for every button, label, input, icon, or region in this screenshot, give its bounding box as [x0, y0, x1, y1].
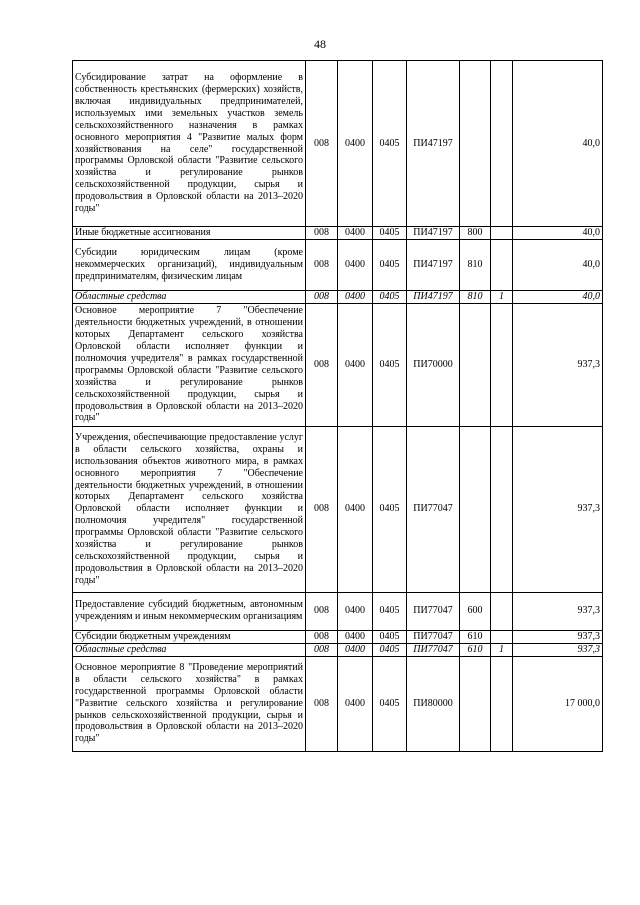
row-subsection: 0405	[373, 290, 407, 303]
row-amount: 937,3	[513, 592, 603, 630]
row-target-article: ПИ77047	[407, 426, 460, 592]
row-subsection: 0405	[373, 227, 407, 240]
row-name: Субсидирование затрат на оформление в собственность крестьянских (фермерских) хозяйств, включая индивидуальных предпринимателей, используемых ими земельных участков земель сельскохозяйственного назначения в рамках основного мероприятия 4 "Развитие малых форм хозяйствования на селе" государственной программы Орловской области "Развитие сельского хозяйства и регулирование рынков сельскохозяйственной продукции, сырья и продовольствия в Орловской области на 2013–2020 годы"	[73, 61, 306, 227]
row-expense-type	[460, 61, 491, 227]
row-section: 0400	[338, 630, 373, 643]
row-target-article: ПИ47197	[407, 239, 460, 290]
row-expense-type: 610	[460, 643, 491, 656]
row-subsection: 0405	[373, 656, 407, 751]
row-grbs: 008	[306, 592, 338, 630]
row-amount: 937,3	[513, 630, 603, 643]
row-grbs: 008	[306, 61, 338, 227]
row-source-code	[491, 656, 513, 751]
row-amount: 40,0	[513, 239, 603, 290]
table-row	[73, 643, 603, 656]
row-grbs: 008	[306, 303, 338, 426]
row-subsection: 0405	[373, 592, 407, 630]
row-source-code	[491, 239, 513, 290]
row-expense-type: 610	[460, 630, 491, 643]
row-grbs: 008	[306, 239, 338, 290]
row-name: Областные средства	[73, 290, 306, 303]
row-expense-type	[460, 426, 491, 592]
row-target-article: ПИ47197	[407, 61, 460, 227]
row-amount: 937,3	[513, 643, 603, 656]
budget-table	[72, 60, 603, 752]
row-name: Иные бюджетные ассигнования	[73, 227, 306, 240]
row-subsection: 0405	[373, 61, 407, 227]
row-subsection: 0405	[373, 239, 407, 290]
row-name: Субсидии бюджетным учреждениям	[73, 630, 306, 643]
row-amount: 40,0	[513, 290, 603, 303]
row-section: 0400	[338, 303, 373, 426]
row-subsection: 0405	[373, 630, 407, 643]
row-source-code: 1	[491, 290, 513, 303]
row-amount: 40,0	[513, 227, 603, 240]
row-name: Основное мероприятие 7 "Обеспечение деятельности бюджетных учреждений, в отношении которых Департамент сельского хозяйства Орловской области исполняет функции и полномочия учредителя" в рамках государственной программы Орловской области "Развитие сельского хозяйства и регулирование рынков сельскохозяйственной продукции, сырья и продовольствия в Орловской области на 2013–2020 годы"	[73, 303, 306, 426]
row-section: 0400	[338, 239, 373, 290]
table-row	[73, 61, 603, 227]
row-section: 0400	[338, 61, 373, 227]
row-name: Областные средства	[73, 643, 306, 656]
row-subsection: 0405	[373, 643, 407, 656]
row-target-article: ПИ77047	[407, 643, 460, 656]
row-section: 0400	[338, 643, 373, 656]
row-section: 0400	[338, 656, 373, 751]
row-source-code	[491, 227, 513, 240]
table-row	[73, 290, 603, 303]
table-row	[73, 227, 603, 240]
row-subsection: 0405	[373, 303, 407, 426]
row-amount: 40,0	[513, 61, 603, 227]
table-row	[73, 592, 603, 630]
row-grbs: 008	[306, 227, 338, 240]
row-name: Учреждения, обеспечивающие предоставление услуг в области сельского хозяйства, охраны и использования объектов животного мира, в рамках основного мероприятия 7 "Обеспечение деятельности бюджетных учреждений, в отношении которых Департамент сельского хозяйства Орловской области исполняет функции и полномочия учредителя" государственной программы Орловской области "Развитие сельского хозяйства и регулирование рынков сельскохозяйственной продукции, сырья и продовольствия в Орловской области на 2013–2020 годы"	[73, 426, 306, 592]
row-subsection: 0405	[373, 426, 407, 592]
row-target-article: ПИ77047	[407, 630, 460, 643]
row-expense-type: 810	[460, 239, 491, 290]
row-amount: 17 000,0	[513, 656, 603, 751]
row-grbs: 008	[306, 643, 338, 656]
row-name: Предоставление субсидий бюджетным, автономным учреждениям и иным некоммерческим организациям	[73, 592, 306, 630]
row-name: Основное мероприятие 8 "Проведение мероприятий в области сельского хозяйства" в рамках государственной программы Орловской области "Развитие сельского хозяйства и регулирование рынков сельскохозяйственной продукции, сырья и продовольствия в Орловской области на 2013–2020 годы"	[73, 656, 306, 751]
row-section: 0400	[338, 227, 373, 240]
page-number: 48	[314, 37, 326, 51]
row-target-article: ПИ47197	[407, 290, 460, 303]
row-target-article: ПИ77047	[407, 592, 460, 630]
table-row	[73, 239, 603, 290]
table-row	[73, 303, 603, 426]
row-source-code: 1	[491, 643, 513, 656]
table-row	[73, 656, 603, 751]
row-section: 0400	[338, 592, 373, 630]
row-grbs: 008	[306, 630, 338, 643]
row-amount: 937,3	[513, 426, 603, 592]
row-expense-type	[460, 303, 491, 426]
row-grbs: 008	[306, 290, 338, 303]
row-expense-type	[460, 656, 491, 751]
table-row	[73, 630, 603, 643]
row-target-article: ПИ47197	[407, 227, 460, 240]
row-source-code	[491, 303, 513, 426]
table-row	[73, 426, 603, 592]
row-grbs: 008	[306, 656, 338, 751]
row-grbs: 008	[306, 426, 338, 592]
row-section: 0400	[338, 426, 373, 592]
row-expense-type: 810	[460, 290, 491, 303]
row-expense-type: 800	[460, 227, 491, 240]
row-source-code	[491, 630, 513, 643]
row-target-article: ПИ80000	[407, 656, 460, 751]
row-name: Субсидии юридическим лицам (кроме некоммерческих организаций), индивидуальным предпринимателям, физическим лицам	[73, 239, 306, 290]
row-amount: 937,3	[513, 303, 603, 426]
row-source-code	[491, 61, 513, 227]
row-expense-type: 600	[460, 592, 491, 630]
row-section: 0400	[338, 290, 373, 303]
row-source-code	[491, 592, 513, 630]
row-target-article: ПИ70000	[407, 303, 460, 426]
row-source-code	[491, 426, 513, 592]
